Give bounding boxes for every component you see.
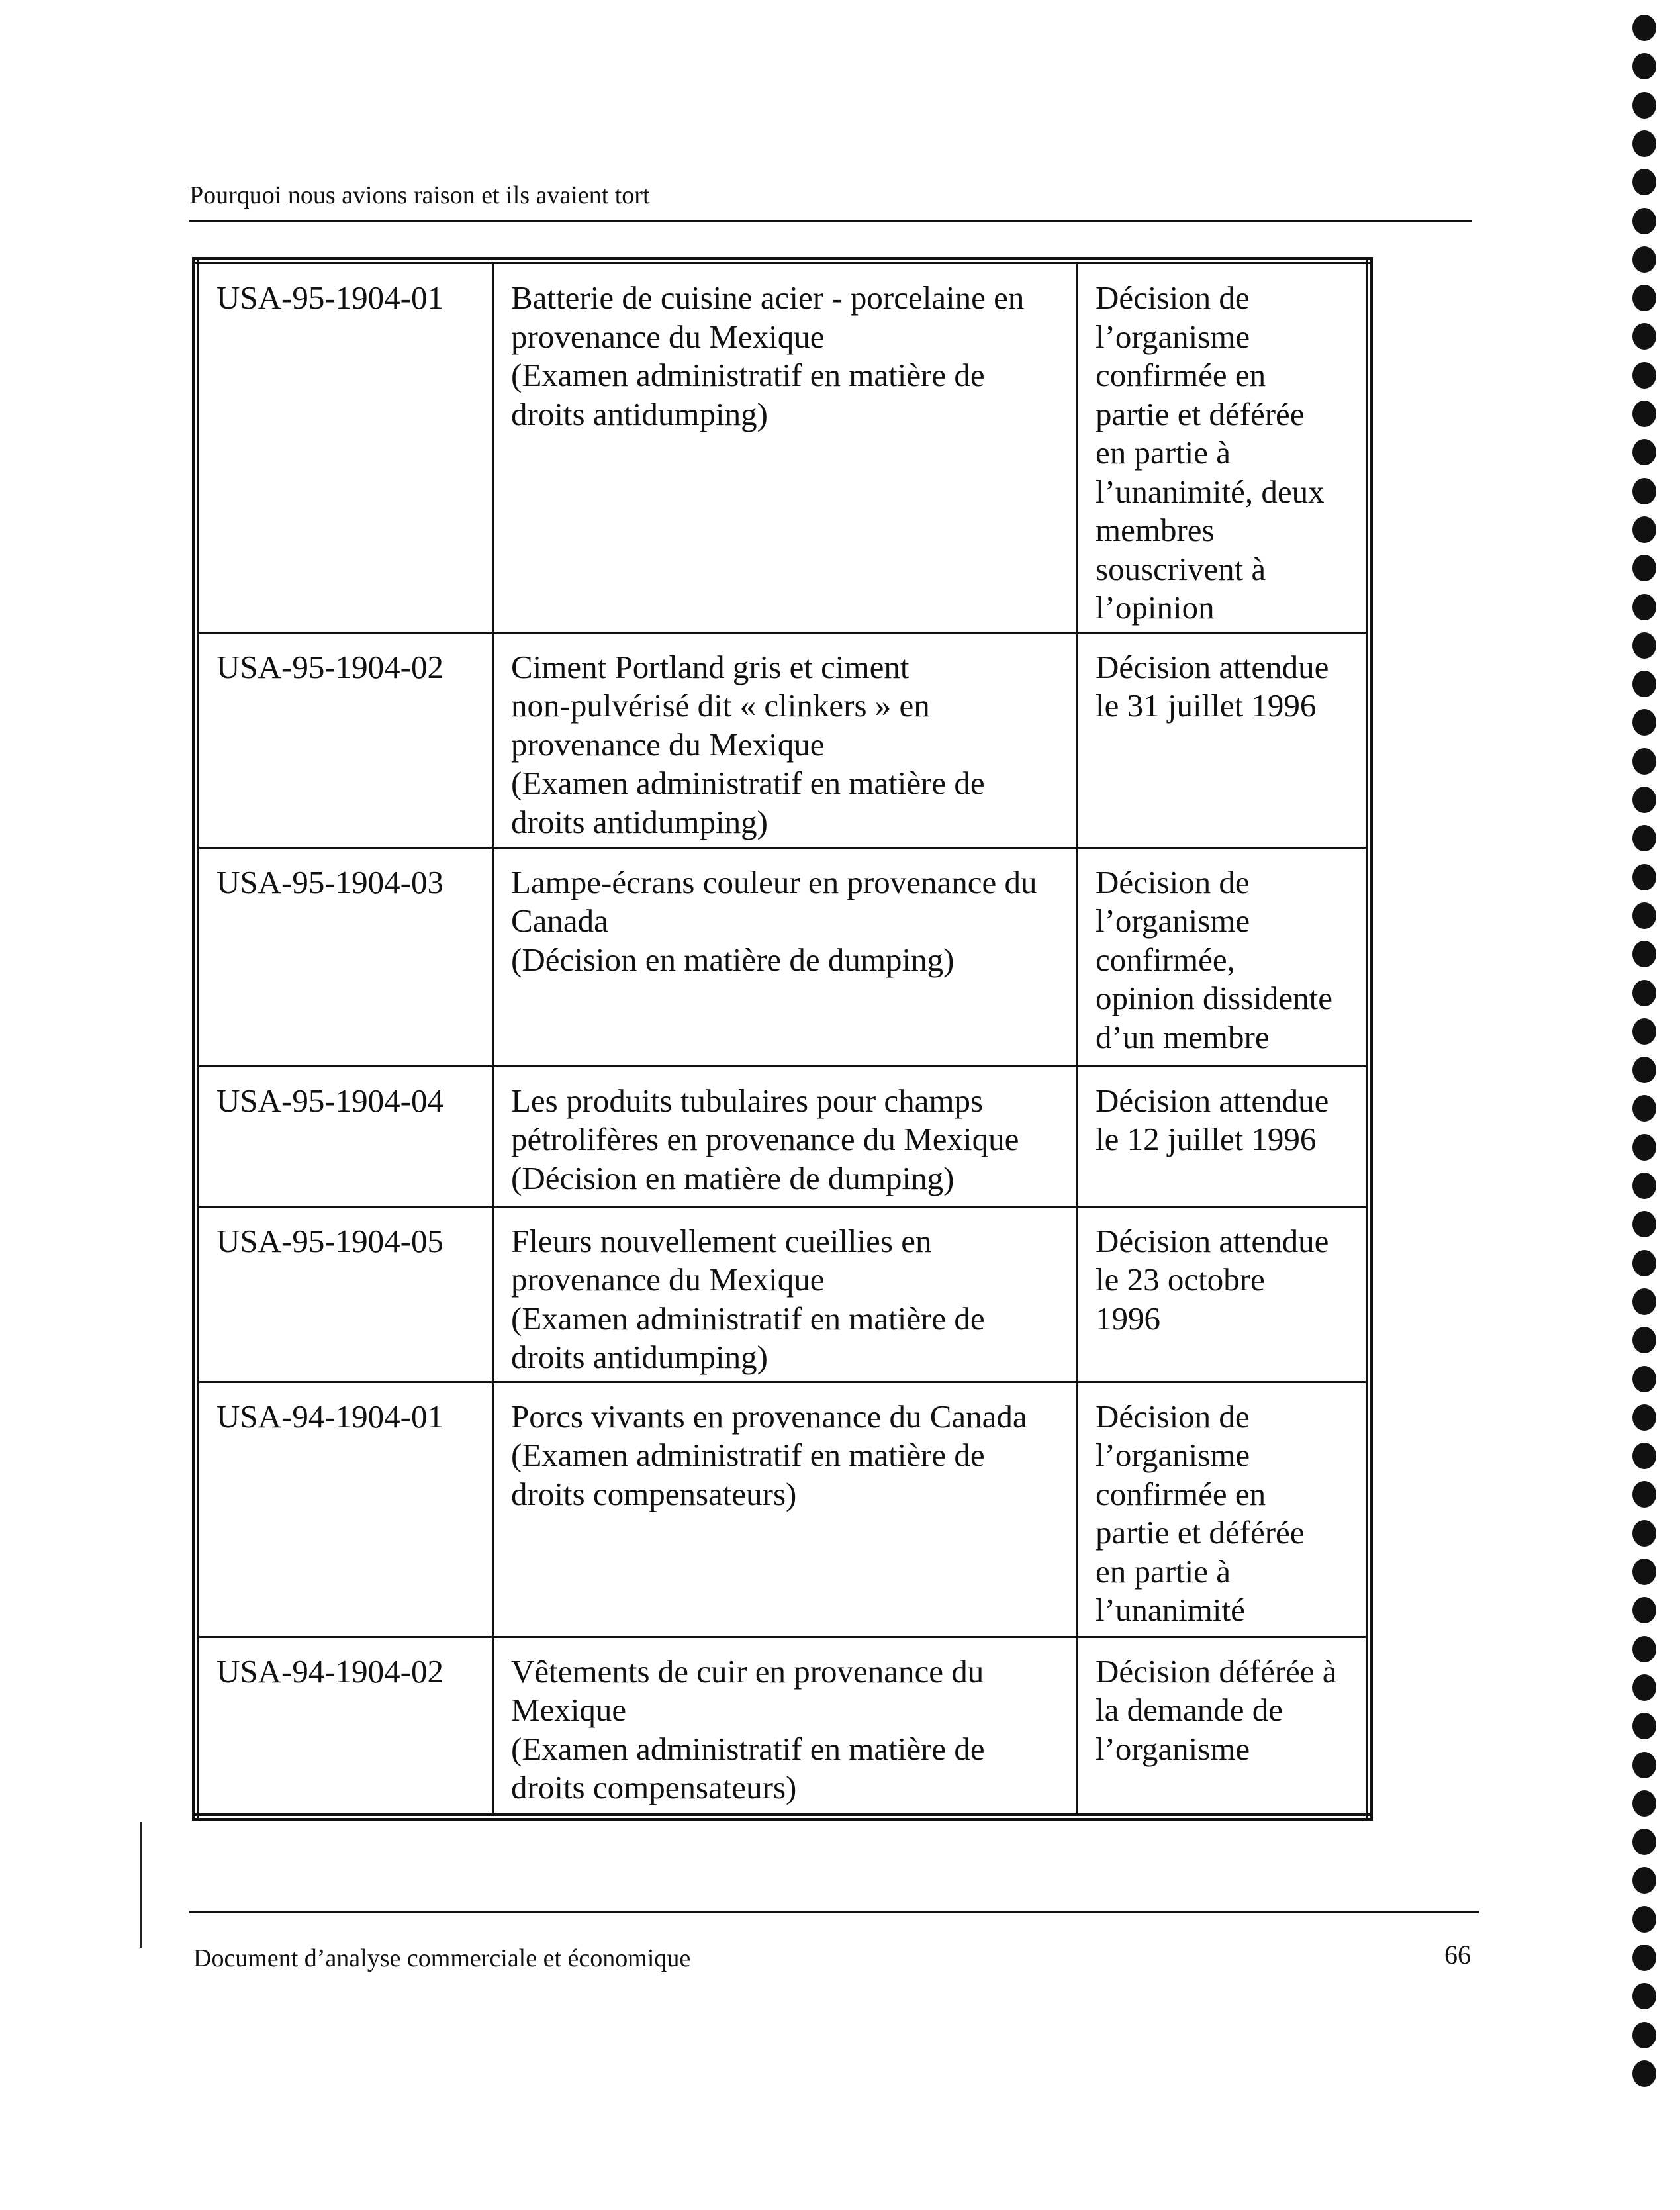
case-status-line: Décision de: [1096, 279, 1250, 316]
case-id: USA-94-1904-01: [216, 1398, 443, 1435]
case-status-line: en partie à: [1096, 1553, 1231, 1590]
case-status-line: l’organisme: [1096, 1730, 1250, 1767]
binding-hole: [1632, 1867, 1656, 1894]
case-status-cell: [1078, 847, 1370, 1066]
binding-hole: [1632, 980, 1656, 1006]
case-description-line: Ciment Portland gris et ciment: [511, 648, 910, 685]
table-row: [196, 1066, 1370, 1206]
binding-hole: [1632, 1713, 1656, 1739]
binding-hole: [1632, 1520, 1656, 1547]
table-row: [196, 1382, 1370, 1637]
case-description-line: provenance du Mexique: [511, 1261, 825, 1298]
table-row: [196, 632, 1370, 847]
binding-hole: [1632, 1134, 1656, 1161]
binding-hole: [1632, 401, 1656, 427]
binding-hole: [1632, 169, 1656, 195]
case-id: USA-95-1904-01: [216, 279, 443, 316]
case-description-line: Les produits tubulaires pour champs: [511, 1082, 984, 1119]
binding-hole: [1632, 1790, 1656, 1817]
binding-hole: [1632, 2060, 1656, 2087]
case-status-line: le 12 juillet 1996: [1096, 1121, 1317, 1157]
case-status-line: opinion dissidente: [1096, 980, 1332, 1016]
case-description-line: (Examen administratif en matière de: [511, 1437, 985, 1473]
binding-hole: [1632, 1597, 1656, 1623]
case-status-line: Décision attendue: [1096, 1082, 1329, 1119]
binding-hole: [1632, 15, 1656, 41]
binding-hole: [1632, 1829, 1656, 1855]
case-status-line: membres: [1096, 512, 1215, 548]
case-status-line: confirmée en: [1096, 1475, 1266, 1512]
cases-table-body: [196, 261, 1370, 1817]
case-status-cell: [1078, 632, 1370, 847]
binding-hole: [1632, 1404, 1656, 1431]
case-id-cell: [196, 1382, 493, 1637]
case-status-line: Décision attendue: [1096, 648, 1329, 685]
case-status-cell: [1078, 1206, 1370, 1382]
binding-hole: [1632, 748, 1656, 775]
case-id: USA-95-1904-05: [216, 1222, 443, 1259]
case-description-line: droits antidumping): [511, 395, 768, 432]
case-status-line: l’organisme: [1096, 318, 1250, 355]
binding-hole: [1632, 825, 1656, 851]
case-status-line: confirmée en: [1096, 357, 1266, 393]
binding-hole: [1632, 2022, 1656, 2048]
binding-hole: [1632, 787, 1656, 813]
case-id-cell: [196, 1206, 493, 1382]
case-id-cell: [196, 847, 493, 1066]
binding-hole: [1632, 1057, 1656, 1083]
case-description-line: (Décision en matière de dumping): [511, 1159, 955, 1196]
binding-hole: [1632, 323, 1656, 350]
case-status-line: l’opinion: [1096, 589, 1215, 626]
binding-hole: [1632, 362, 1656, 389]
footer-rule: [189, 1911, 1479, 1913]
case-status-line: d’un membre: [1096, 1018, 1270, 1055]
table-row: [196, 1206, 1370, 1382]
binding-hole: [1632, 1443, 1656, 1469]
case-status-line: l’organisme: [1096, 902, 1250, 939]
table-row: [196, 847, 1370, 1066]
binding-hole: [1632, 1288, 1656, 1315]
case-status-line: Décision attendue: [1096, 1222, 1329, 1259]
binding-hole: [1632, 941, 1656, 967]
binding-hole: [1632, 1636, 1656, 1662]
case-description-line: Vêtements de cuir en provenance du: [511, 1653, 984, 1690]
case-description-cell: [493, 1066, 1078, 1206]
binding-hole: [1632, 1250, 1656, 1276]
case-description-line: Porcs vivants en provenance du Canada: [511, 1398, 1027, 1435]
running-header: Pourquoi nous avions raison et ils avaient tort: [189, 181, 650, 209]
case-id-cell: [196, 632, 493, 847]
binding-hole: [1632, 1366, 1656, 1392]
binding-hole: [1632, 1018, 1656, 1045]
case-description-line: droits compensateurs): [511, 1769, 797, 1805]
case-id: USA-95-1904-03: [216, 863, 443, 900]
case-description-line: Canada: [511, 902, 608, 939]
case-id-cell: [196, 261, 493, 633]
binding-hole: [1632, 1945, 1656, 1971]
case-description-line: Batterie de cuisine acier - porcelaine en: [511, 279, 1025, 316]
binding-hole: [1632, 285, 1656, 311]
binding-hole: [1632, 1095, 1656, 1122]
binding-hole: [1632, 53, 1656, 79]
case-status-cell: [1078, 1382, 1370, 1637]
case-status-line: partie et déférée: [1096, 395, 1305, 432]
case-status-cell: [1078, 261, 1370, 633]
margin-mark: [140, 1822, 142, 1948]
binding-holes: [1632, 0, 1672, 2210]
case-id-cell: [196, 1637, 493, 1817]
case-description-line: Mexique: [511, 1692, 627, 1728]
binding-hole: [1632, 555, 1656, 581]
case-description-line: droits compensateurs): [511, 1475, 797, 1512]
case-description-line: (Examen administratif en matière de: [511, 1730, 985, 1767]
page-number: 66: [1444, 1940, 1471, 1970]
case-status-line: le 23 octobre: [1096, 1261, 1265, 1298]
binding-hole: [1632, 632, 1656, 659]
case-status-line: Décision de: [1096, 1398, 1250, 1435]
binding-hole: [1632, 1327, 1656, 1353]
case-description-cell: [493, 1206, 1078, 1382]
table-row: [196, 1637, 1370, 1817]
case-description-line: provenance du Mexique: [511, 726, 825, 763]
binding-hole: [1632, 1752, 1656, 1778]
case-status-line: l’unanimité: [1096, 1592, 1245, 1628]
header-rule: [189, 220, 1472, 222]
case-description-line: (Examen administratif en matière de: [511, 1300, 985, 1337]
binding-hole: [1632, 246, 1656, 273]
binding-hole: [1632, 208, 1656, 234]
case-description-cell: [493, 261, 1078, 633]
binding-hole: [1632, 1211, 1656, 1237]
case-id-cell: [196, 1066, 493, 1206]
binding-hole: [1632, 902, 1656, 929]
case-status-cell: [1078, 1066, 1370, 1206]
binding-hole: [1632, 1674, 1656, 1701]
case-description-line: (Décision en matière de dumping): [511, 941, 955, 978]
case-status-line: en partie à: [1096, 434, 1231, 471]
binding-hole: [1632, 130, 1656, 157]
case-description-line: (Examen administratif en matière de: [511, 765, 985, 801]
case-description-line: pétrolifères en provenance du Mexique: [511, 1121, 1019, 1157]
binding-hole: [1632, 92, 1656, 119]
case-description-line: droits antidumping): [511, 803, 768, 840]
binding-hole: [1632, 1481, 1656, 1508]
binding-hole: [1632, 1173, 1656, 1199]
case-description-cell: [493, 632, 1078, 847]
case-description-cell: [493, 1637, 1078, 1817]
cases-table: [192, 257, 1373, 1821]
case-status-line: Décision de: [1096, 863, 1250, 900]
binding-hole: [1632, 671, 1656, 697]
case-description-line: provenance du Mexique: [511, 318, 825, 355]
binding-hole: [1632, 594, 1656, 620]
binding-hole: [1632, 439, 1656, 465]
case-status-line: souscrivent à: [1096, 550, 1266, 587]
case-status-line: confirmée,: [1096, 941, 1235, 978]
case-status-line: partie et déférée: [1096, 1514, 1305, 1551]
case-status-line: 1996: [1096, 1300, 1160, 1337]
table-row: [196, 261, 1370, 633]
case-id: USA-94-1904-02: [216, 1653, 443, 1690]
binding-hole: [1632, 709, 1656, 736]
case-description-line: non-pulvérisé dit « clinkers » en: [511, 687, 930, 724]
case-description-line: (Examen administratif en matière de: [511, 357, 985, 393]
case-description-line: Fleurs nouvellement cueillies en: [511, 1222, 932, 1259]
case-status-cell: [1078, 1637, 1370, 1817]
footer-document-title: Document d’analyse commerciale et économique: [193, 1945, 691, 1972]
case-status-line: l’organisme: [1096, 1437, 1250, 1473]
case-description-line: Lampe-écrans couleur en provenance du: [511, 863, 1037, 900]
binding-hole: [1632, 864, 1656, 890]
case-id: USA-95-1904-02: [216, 648, 443, 685]
case-description-cell: [493, 1382, 1078, 1637]
binding-hole: [1632, 1906, 1656, 1933]
case-status-line: l’unanimité, deux: [1096, 473, 1325, 510]
case-status-line: Décision déférée à: [1096, 1653, 1337, 1690]
binding-hole: [1632, 1983, 1656, 2009]
case-description-line: droits antidumping): [511, 1339, 768, 1375]
binding-hole: [1632, 478, 1656, 504]
case-status-line: le 31 juillet 1996: [1096, 687, 1317, 724]
binding-hole: [1632, 516, 1656, 543]
case-description-cell: [493, 847, 1078, 1066]
case-id: USA-95-1904-04: [216, 1082, 443, 1119]
binding-hole: [1632, 1559, 1656, 1585]
case-status-line: la demande de: [1096, 1692, 1283, 1728]
